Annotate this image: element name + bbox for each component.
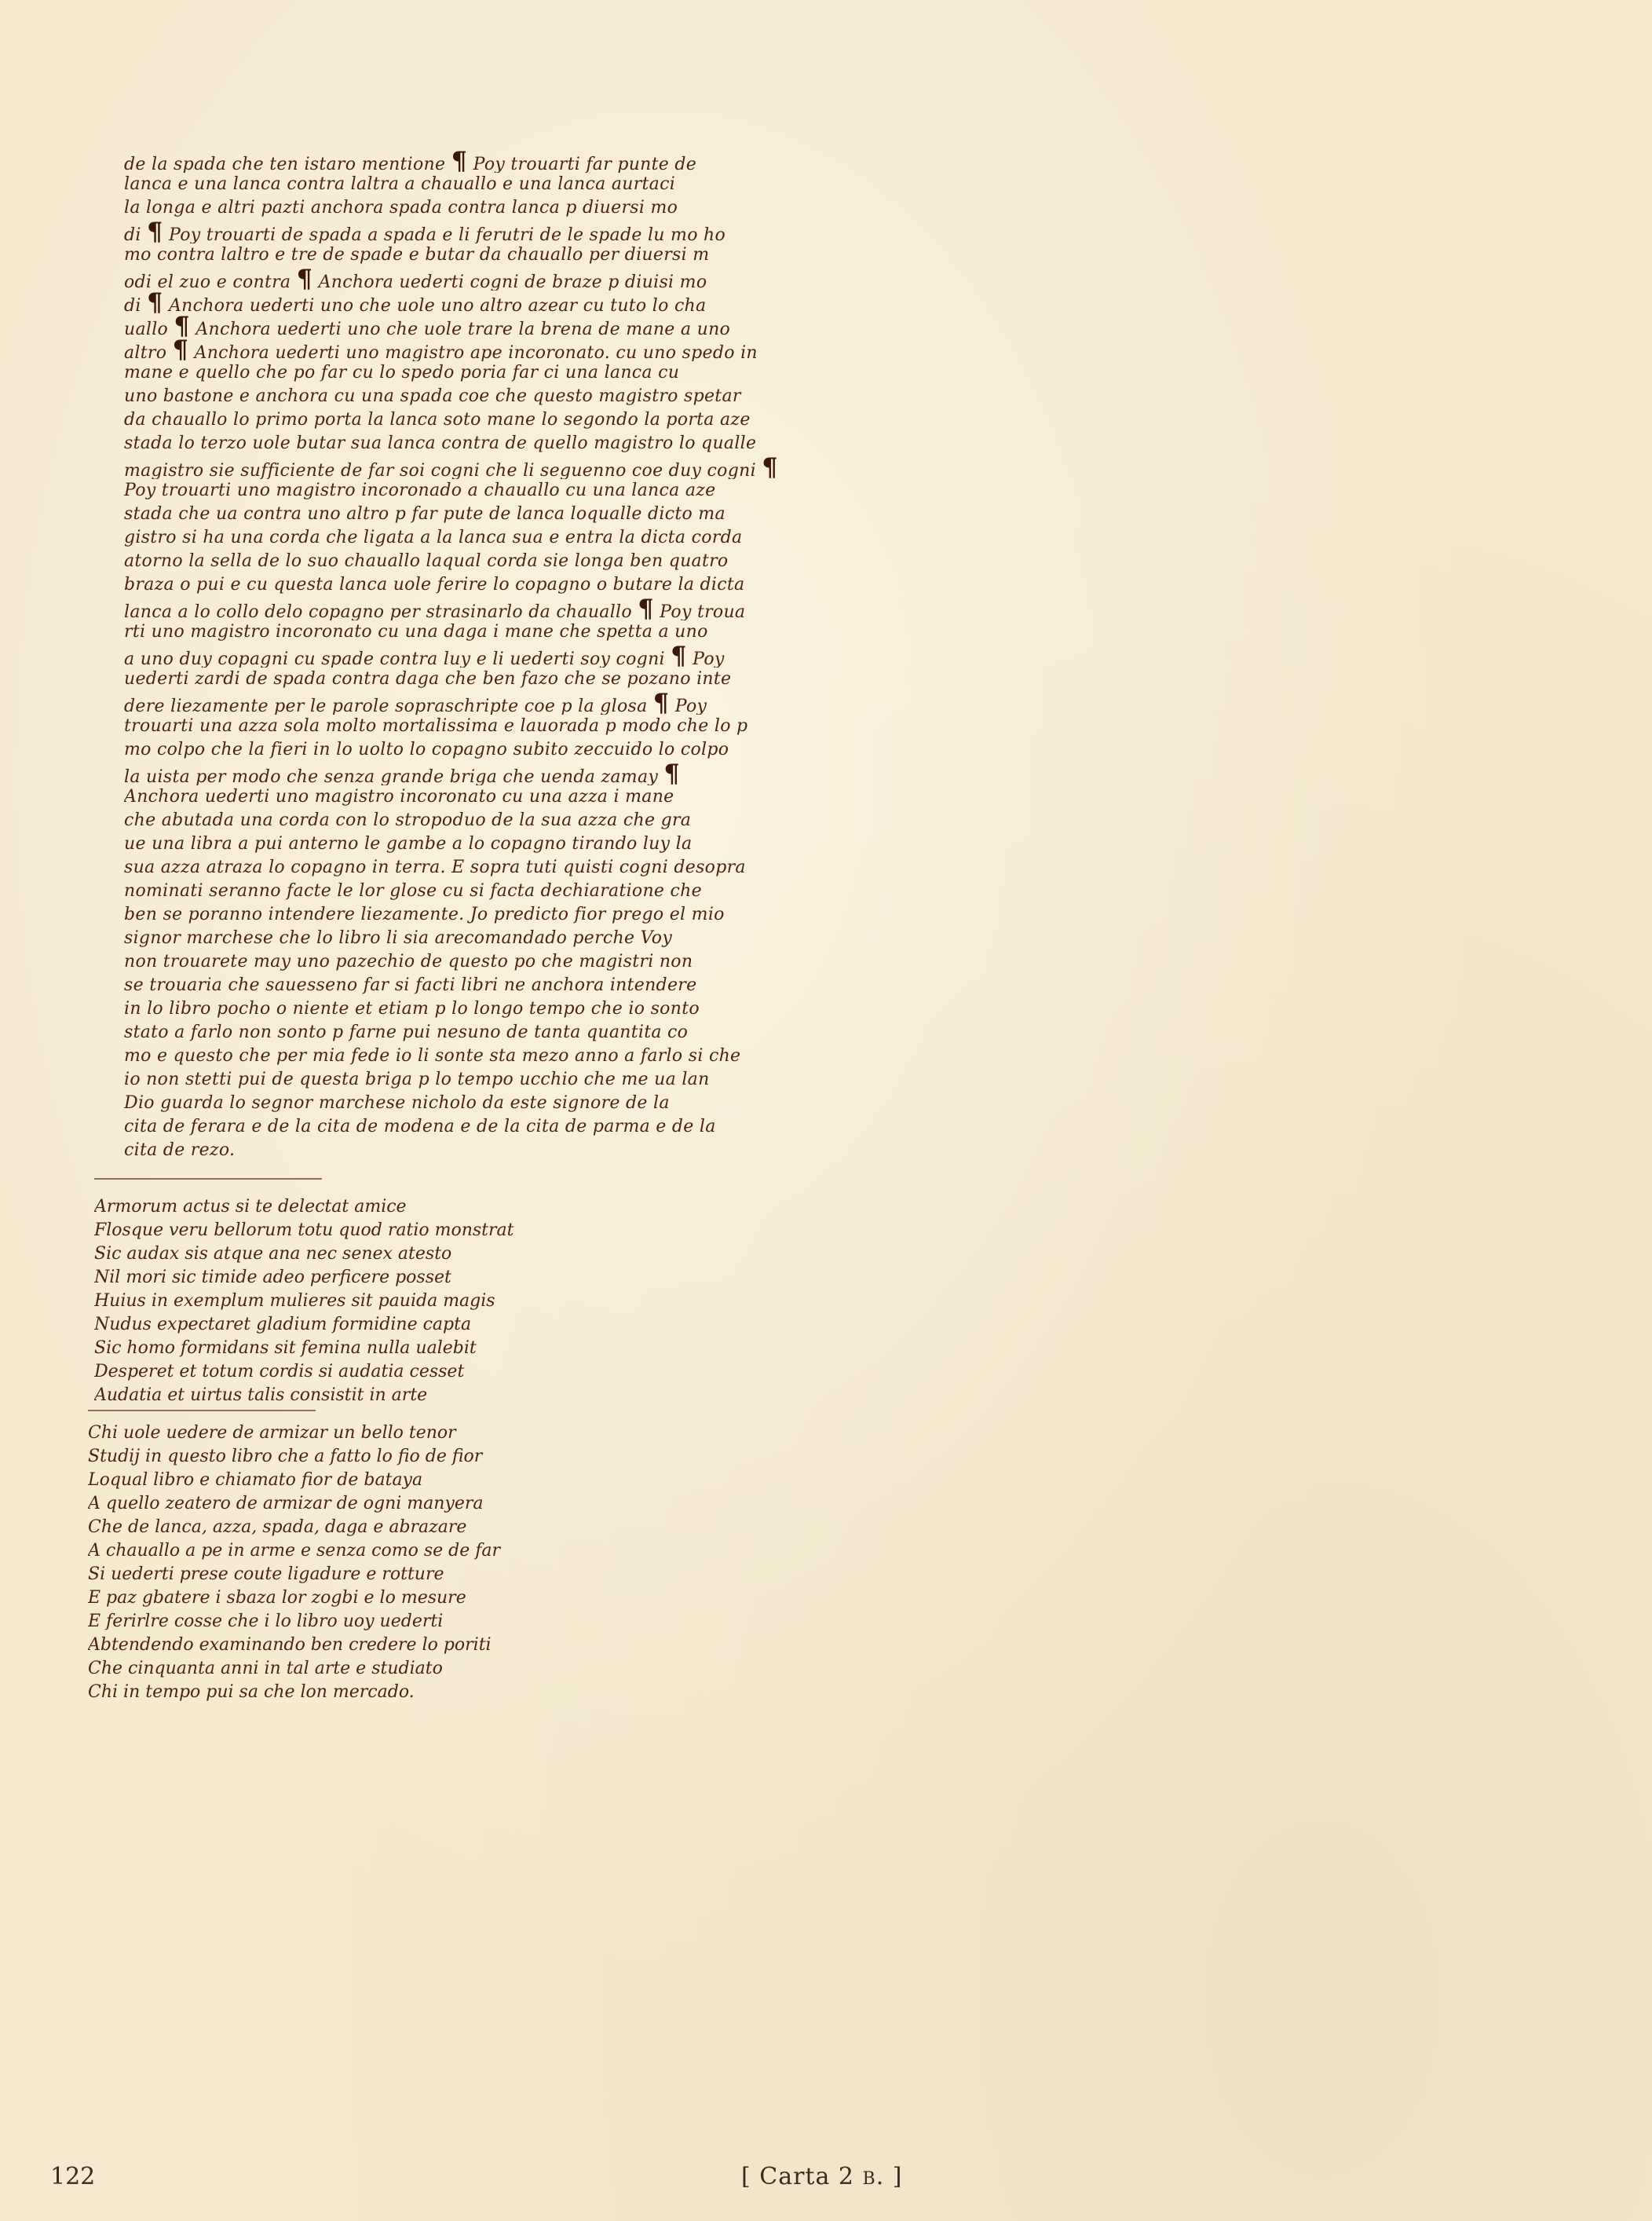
paragraph-mark-icon: ¶ <box>172 338 189 361</box>
manuscript-line: la longa e altri pazti anchora spada contra lanca p diuersi mo <box>124 198 678 218</box>
manuscript-line: Poy trouarti uno magistro incoronado a chauallo cu una lanca aze <box>124 481 716 500</box>
italian-verse-line: A quello zeatero de armizar de ogni manyera <box>88 1494 484 1513</box>
italian-verse-line: Si uederti prese coute ligadure e rotture <box>88 1564 444 1584</box>
italian-verse-line: Chi in tempo pui sa che lon mercado. <box>88 1682 415 1702</box>
manuscript-line: non trouarete may uno pazechio de questo po che magistri non <box>124 952 693 971</box>
manuscript-line: sua azza atraza lo copagno in terra. E sopra tuti quisti cogni desopra <box>124 858 746 877</box>
latin-verse-line: Desperet et totum cordis si audatia cesset <box>94 1362 465 1381</box>
carta-label-open: [ Carta 2 <box>741 2163 854 2190</box>
manuscript-line: Anchora uederti uno magistro incoronato cu una azza i mane <box>124 787 674 807</box>
manuscript-line: di ¶ Poy trouarti de spada a spada e li ferutri de le spade lu mo ho <box>124 220 831 243</box>
manuscript-line: lanca a lo collo delo copagno per strasinarlo da chauallo ¶ Poy troua <box>124 597 831 620</box>
latin-verse-line: Armorum actus si te delectat amice <box>94 1197 407 1217</box>
carta-label-side: B <box>862 2169 876 2189</box>
latin-verse-line: Sic audax sis atque ana nec senex atesto <box>94 1244 452 1264</box>
latin-verse-line: Audatia et uirtus talis consistit in arte <box>94 1385 428 1405</box>
manuscript-line: altro ¶ Anchora uederti uno magistro ape incoronato. cu uno spedo in <box>124 338 831 361</box>
latin-verse-line: Nudus expectaret gladium formidine capta <box>94 1315 472 1334</box>
section-divider <box>94 1178 322 1180</box>
manuscript-line: trouarti una azza sola molto mortalissima e lauorada p modo che lo p <box>124 716 748 736</box>
section-divider <box>88 1410 316 1411</box>
manuscript-line: che abutada una corda con lo stropoduo de la sua azza che gra <box>124 810 692 830</box>
italian-verse-line: Loqual libro e chiamato fior de bataya <box>88 1470 423 1490</box>
manuscript-line: cita de rezo. <box>124 1140 236 1160</box>
manuscript-line: signor marchese che lo libro li sia arecomandado perche Voy <box>124 928 673 948</box>
manuscript-line: ben se poranno intendere liezamente. Jo predicto fior prego el mio <box>124 905 725 924</box>
manuscript-line: a uno duy copagni cu spade contra luy e li uederti soy cogni ¶ Poy <box>124 644 831 668</box>
manuscript-line: ue una libra a pui anterno le gambe a lo copagno tirando luy la <box>124 834 693 854</box>
latin-verse-line: Nil mori sic timide adeo perficere posset <box>94 1268 451 1287</box>
italian-verse-line: Abtendendo examinando ben credere lo poriti <box>88 1635 492 1655</box>
italian-verse-line: E paz gbatere i sbaza lor zogbi e lo mesure <box>88 1588 466 1608</box>
manuscript-line: braza o pui e cu questa lanca uole ferire lo copagno o butare la dicta <box>124 575 745 595</box>
manuscript-line: lanca e una lanca contra laltra a chauallo e una lanca aurtaci <box>124 174 676 194</box>
manuscript-line: in lo libro pocho o niente et etiam p lo longo tempo che io sonto <box>124 999 700 1019</box>
manuscript-line: nominati seranno facte le lor glose cu si facta dechiaratione che <box>124 881 702 901</box>
manuscript-line: la uista per modo che senza grande briga che uenda zamay ¶ <box>124 762 831 785</box>
manuscript-line: stato a farlo non sonto p farne pui nesuno de tanta quantita co <box>124 1023 689 1042</box>
page-number: 122 <box>50 2163 96 2190</box>
manuscript-line: gistro si ha una corda che ligata a la lanca sua e entra la dicta corda <box>124 528 743 547</box>
manuscript-line: de la spada che ten istaro mentione ¶ Poy trouarti far punte de <box>124 149 831 173</box>
paragraph-mark-icon: ¶ <box>671 644 687 668</box>
latin-verse-line: Huius in exemplum mulieres sit pauida magis <box>94 1291 495 1311</box>
paragraph-mark-icon: ¶ <box>451 149 468 173</box>
paragraph-mark-icon: ¶ <box>762 456 778 479</box>
manuscript-line: stada lo terzo uole butar sua lanca contra de quello magistro lo qualle <box>124 434 757 453</box>
italian-verse-line: E ferirlre cosse che i lo libro uoy uederti <box>88 1612 444 1631</box>
manuscript-line: io non stetti pui de questa briga p lo tempo ucchio che me ua lan <box>124 1070 710 1089</box>
manuscript-line: dere liezamente per le parole sopraschripte coe p la glosa ¶ Poy <box>124 691 831 715</box>
latin-verses-block <box>94 1195 534 1407</box>
manuscript-line: stada che ua contra uno altro p far pute de lanca loqualle dicto ma <box>124 504 725 524</box>
manuscript-line: magistro sie sufficiente de far soi cogni che li seguenno coe duy cogni ¶ <box>124 456 831 479</box>
manuscript-line: mo contra laltro e tre de spade e butar da chauallo per diuersi m <box>124 245 710 265</box>
latin-verse-line: Flosque veru bellorum totu quod ratio monstrat <box>94 1220 514 1240</box>
manuscript-line: rti uno magistro incoronato cu una daga i mane che spetta a uno <box>124 622 708 642</box>
paragraph-mark-icon: ¶ <box>174 314 191 338</box>
italian-verse-line: Chi uole uedere de armizar un bello tenor <box>88 1423 456 1443</box>
manuscript-line: mane e quello che po far cu lo spedo poria far ci una lanca cu <box>124 363 680 382</box>
manuscript-line: uallo ¶ Anchora uederti uno che uole trare la brena de mane a uno <box>124 314 831 338</box>
paragraph-mark-icon: ¶ <box>652 691 670 715</box>
manuscript-line: se trouaria che sauesseno far si facti libri ne anchora intendere <box>124 975 697 995</box>
paragraph-mark-icon: ¶ <box>663 762 681 785</box>
manuscript-line: mo e questo che per mia fede io li sonte sta mezo anno a farlo si che <box>124 1046 741 1066</box>
paragraph-mark-icon: ¶ <box>147 291 163 314</box>
italian-verse-line: A chauallo a pe in arme e senza como se de far <box>88 1541 501 1561</box>
latin-verse-line: Sic homo formidans sit femina nulla ualebit <box>94 1338 477 1358</box>
manuscript-line: da chauallo lo primo porta la lanca soto mane lo segondo la porta aze <box>124 410 751 430</box>
paragraph-mark-icon: ¶ <box>638 597 654 620</box>
paragraph-mark-icon: ¶ <box>296 267 313 291</box>
italian-verse-line: Studij in questo libro che a fatto lo fio de fior <box>88 1447 483 1466</box>
manuscript-line: di ¶ Anchora uederti uno che uole uno altro azear cu tuto lo cha <box>124 291 831 314</box>
manuscript-line: mo colpo che la fieri in lo uolto lo copagno subito zeccuido lo colpo <box>124 740 729 759</box>
paragraph-mark-icon: ¶ <box>147 220 163 243</box>
carta-label-close: . ] <box>875 2163 903 2190</box>
carta-label <box>741 2163 903 2190</box>
italian-verses-block <box>88 1422 575 1704</box>
manuscript-line: Dio guarda lo segnor marchese nicholo da este signore de la <box>124 1093 670 1113</box>
manuscript-line: atorno la sella de lo suo chauallo laqual corda sie longa ben quatro <box>124 551 729 571</box>
manuscript-line: uno bastone e anchora cu una spada coe che questo magistro spetar <box>124 386 741 406</box>
manuscript-line: uederti zardi de spada contra daga che ben fazo che se pozano inte <box>124 669 732 689</box>
main-text-block <box>124 149 831 1162</box>
italian-verse-line: Che de lanca, azza, spada, daga e abrazare <box>88 1517 467 1537</box>
italian-verse-line: Che cinquanta anni in tal arte e studiato <box>88 1659 443 1678</box>
manuscript-line: odi el zuo e contra ¶ Anchora uederti cogni de braze p diuisi mo <box>124 267 831 291</box>
manuscript-line: cita de ferara e de la cita de modena e de la cita de parma e de la <box>124 1117 716 1136</box>
